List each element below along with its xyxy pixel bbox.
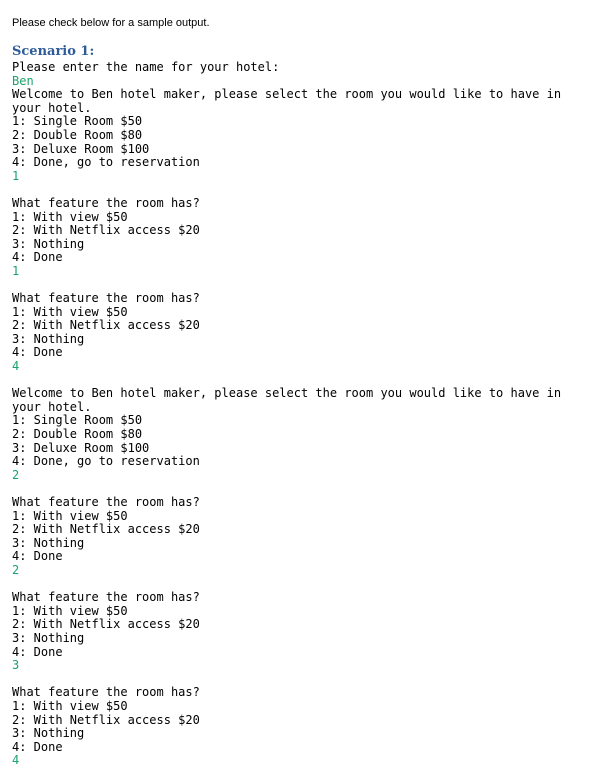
blank-line — [12, 673, 597, 687]
output-line: 3: Nothing — [12, 726, 85, 741]
user-input-line: 4 — [12, 359, 20, 374]
output-line: 2: Double Room $80 — [12, 427, 143, 442]
intro-text: Please check below for a sample output. — [12, 17, 210, 29]
output-line: 4: Done — [12, 549, 63, 564]
output-line: 2: Double Room $80 — [12, 127, 143, 142]
user-input-line: Ben — [12, 73, 34, 88]
output-line: 1: With view $50 — [12, 209, 128, 224]
output-line: 2: With Netflix access $20 — [12, 617, 200, 632]
output-line: 1: Single Room $50 — [12, 114, 143, 129]
output-line: 2: With Netflix access $20 — [12, 522, 200, 537]
user-input-line: 1 — [12, 263, 20, 278]
output-line: 3: Deluxe Room $100 — [12, 141, 150, 156]
output-line: 1: With view $50 — [12, 304, 128, 319]
console-output — [12, 61, 597, 768]
blank-line — [12, 482, 597, 496]
output-line: 1: Single Room $50 — [12, 413, 143, 428]
output-line: What feature the room has? — [12, 291, 200, 306]
output-line: 4: Done — [12, 250, 63, 265]
output-line: 3: Nothing — [12, 331, 85, 346]
output-line: 1: With view $50 — [12, 508, 128, 523]
output-line: 3: Deluxe Room $100 — [12, 440, 150, 455]
scenario-title: Scenario 1: — [12, 44, 95, 59]
output-line: Welcome to Ben hotel maker, please select the room you would like to have in your hotel. — [12, 386, 569, 414]
user-input-line: 3 — [12, 658, 20, 673]
output-line: What feature the room has? — [12, 590, 200, 605]
output-line: 2: With Netflix access $20 — [12, 318, 200, 333]
output-line: 3: Nothing — [12, 236, 85, 251]
blank-line — [12, 279, 597, 293]
output-line: 2: With Netflix access $20 — [12, 223, 200, 238]
user-input-line: 1 — [12, 168, 20, 183]
output-line: 1: With view $50 — [12, 603, 128, 618]
blank-line — [12, 183, 597, 197]
output-line: 1: With view $50 — [12, 698, 128, 713]
output-line: 4: Done, go to reservation — [12, 454, 200, 469]
output-line: 3: Nothing — [12, 630, 85, 645]
user-input-line: 2 — [12, 467, 20, 482]
output-line: 2: With Netflix access $20 — [12, 712, 200, 727]
output-line: 4: Done — [12, 644, 63, 659]
output-line: 4: Done — [12, 739, 63, 754]
output-line: 3: Nothing — [12, 535, 85, 550]
output-line: What feature the room has? — [12, 195, 200, 210]
user-input-line: 2 — [12, 562, 20, 577]
blank-line — [12, 578, 597, 592]
output-line: Welcome to Ben hotel maker, please select the room you would like to have in your hotel. — [12, 87, 569, 115]
output-line: 4: Done — [12, 345, 63, 360]
output-line: Please enter the name for your hotel: — [12, 60, 280, 74]
output-line: 4: Done, go to reservation — [12, 155, 200, 170]
output-line: What feature the room has? — [12, 685, 200, 700]
user-input-line: 4 — [12, 753, 20, 768]
output-line: What feature the room has? — [12, 495, 200, 509]
blank-line — [12, 374, 597, 388]
